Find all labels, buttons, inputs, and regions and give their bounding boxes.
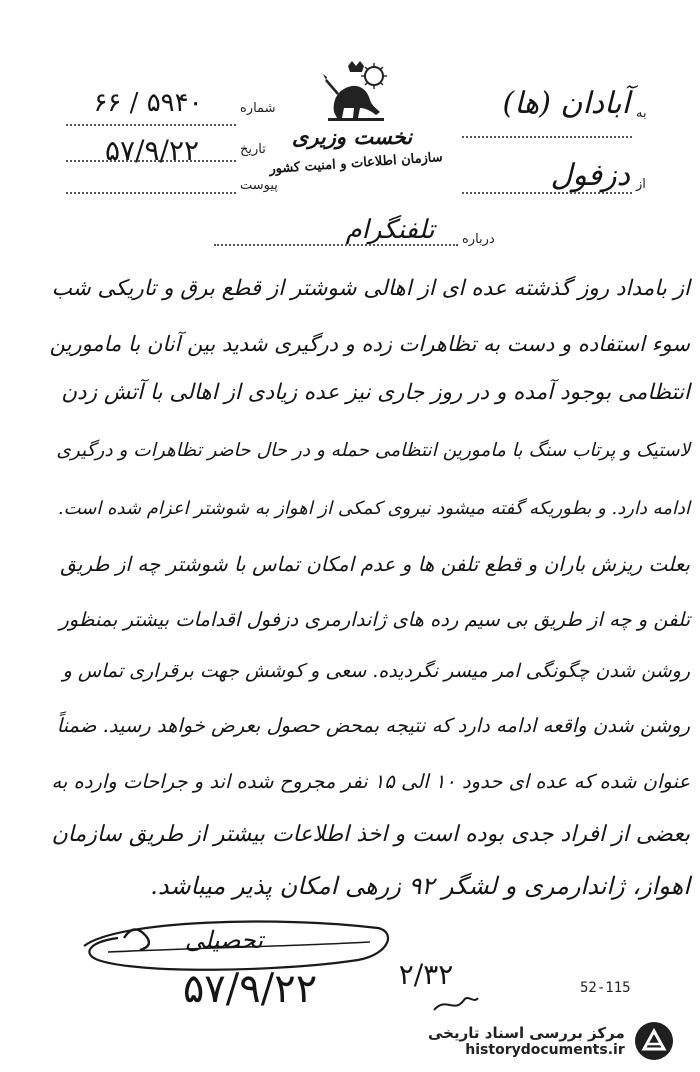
document-code: 52-115: [580, 980, 631, 996]
date-value: ۵۷/۹/۲۲: [104, 134, 200, 167]
from-value: دزفول: [550, 158, 630, 193]
number-dotted-line: [66, 124, 236, 126]
subject-label: درباره: [462, 232, 495, 247]
number-value: ۵۹۴۰ / ۶۶: [93, 88, 203, 118]
watermark: [428, 1016, 694, 1066]
body-line-2: سوء استفاده و دست به تظاهرات زده و درگیری شدید بین آنان با مامورین: [49, 332, 690, 356]
body-line-8: روشن شدن چگونگی امر میسر نگردیده. سعی و کوشش جهت برقراری تماس و: [62, 660, 690, 682]
body-line-6: بعلت ریزش باران و قطع تلفن ها و عدم امکان تماس با شوشتر چه از طریق: [60, 552, 690, 576]
signature-date: ۵۷/۹/۲۲: [182, 966, 318, 1012]
initials-scribble: [430, 990, 480, 1016]
to-label: به: [636, 106, 647, 121]
from-label: از: [636, 177, 646, 192]
signer-mark: تحصیلی: [184, 926, 264, 954]
organization-subtitle: سازمان اطلاعات و امنیت کشور: [268, 149, 444, 178]
archive-logo-icon: [633, 1020, 675, 1062]
subject-dotted-line: [214, 244, 458, 246]
attachment-label: پیوست: [240, 178, 278, 193]
date-label: تاریخ: [240, 142, 266, 157]
body-line-4: لاستیک و پرتاب سنگ با مامورین انتظامی حمله و در حال حاضر تظاهرات و درگیری: [56, 440, 690, 461]
body-line-7: تلفن و چه از طریق بی سیم رده های ژاندارمری دزفول اقدامات بیشتر بمنظور: [59, 608, 690, 631]
handwritten-reference: ۲/۳۲: [398, 958, 454, 991]
from-dotted-line: [462, 192, 632, 194]
watermark-name: مرکز بررسی اسناد تاریخی: [428, 1024, 625, 1042]
body-line-11: بعضی از افراد جدی بوده است و اخذ اطلاعات بیشتر از طریق سازمان: [51, 822, 690, 847]
lion-and-sun-emblem: [318, 60, 392, 122]
body-line-5: ادامه دارد. و بطوریکه گفته میشود نیروی کمکی از اهواز به شوشتر اعزام شده است.: [57, 498, 690, 519]
body-line-3: انتظامی بوجود آمده و در روز جاری نیز عده زیادی از اهالی با آتش زدن: [61, 380, 690, 405]
number-label: شماره: [240, 101, 276, 116]
to-dotted-line: [462, 136, 632, 138]
body-line-12: اهواز، ژاندارمری و لشگر ۹۲ زرهی امکان پذیر میباشد.: [150, 872, 690, 900]
watermark-url: historydocuments.ir: [465, 1042, 625, 1058]
body-line-1: از بامداد روز گذشته عده ای از اهالی شوشتر از قطع برق و تاریکی شب: [51, 276, 690, 301]
body-line-10: عنوان شده که عده ای حدود ۱۰ الی ۱۵ نفر مجروح شده اند و جراحات وارده به: [51, 770, 690, 793]
date-dotted-line: [66, 160, 236, 162]
attachment-dotted-line: [66, 192, 236, 194]
subject-value: تلفنگرام: [345, 215, 435, 245]
to-value: آبادان (ها): [502, 86, 630, 121]
organization-title: نخست وزیری: [291, 124, 413, 149]
body-line-9: روشن شدن واقعه ادامه دارد که نتیجه بمحض حصول بعرض خواهد رسید. ضمناً: [56, 714, 690, 737]
